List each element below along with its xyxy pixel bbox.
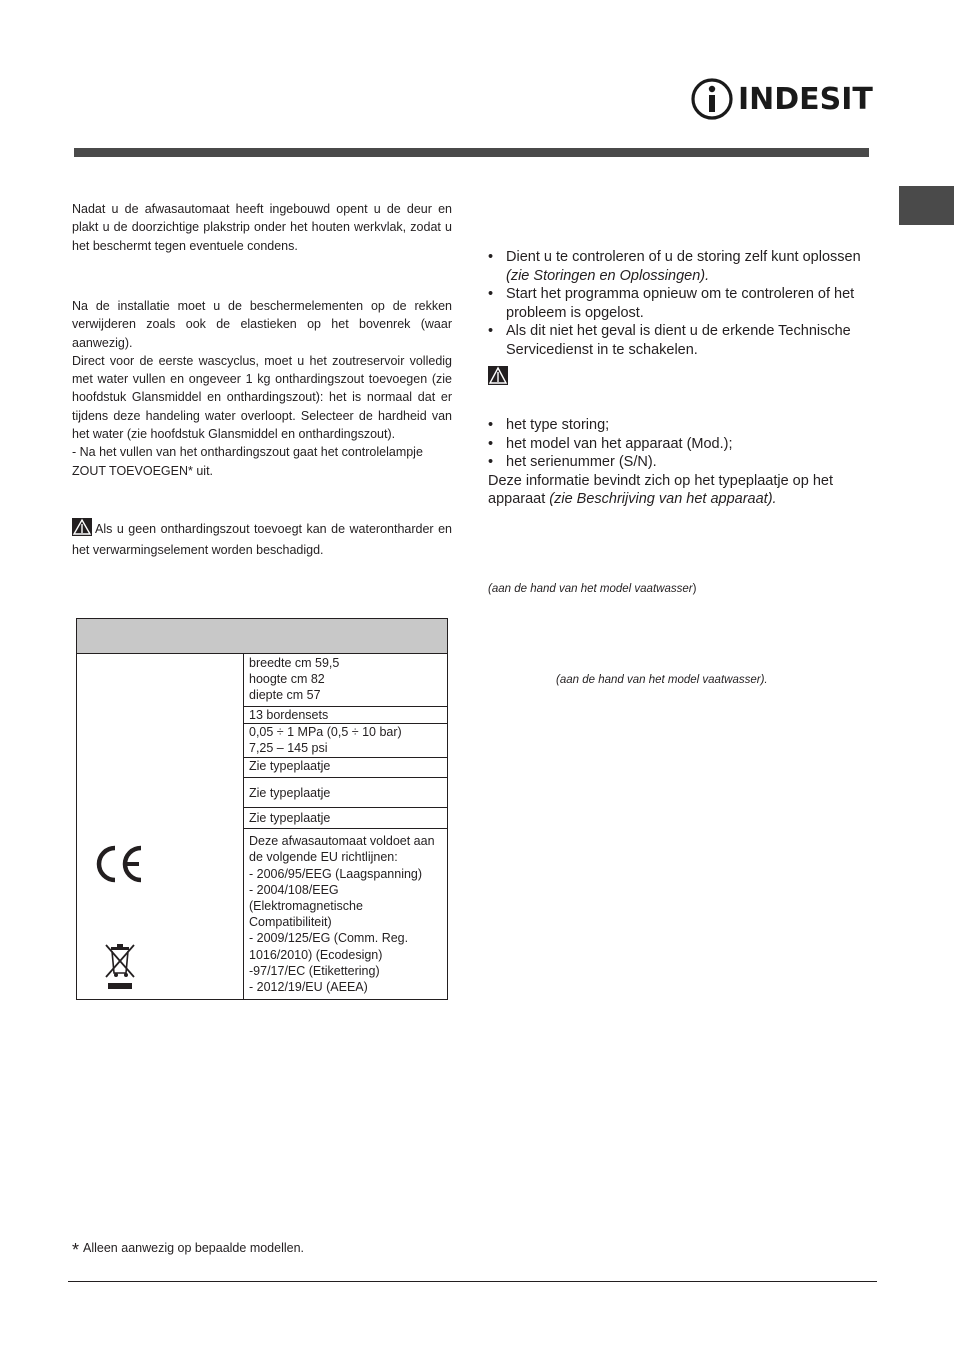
list-item: • het serienummer (S/N).: [488, 453, 868, 472]
fuse-value: Zie typeplaatje: [244, 808, 448, 829]
directive-weee: - 2012/19/EU (AEEA): [249, 980, 368, 995]
pressure-psi: 7,25 – 145 psi: [249, 741, 328, 756]
technical-data-table: [76, 618, 448, 1000]
directive-low-voltage: - 2006/95/EEG (Laagspanning): [249, 866, 423, 881]
table-row: [77, 723, 448, 757]
footer-rule: [68, 1281, 877, 1282]
table-row: [77, 808, 448, 829]
service-warning-icon: [488, 366, 508, 390]
model-note-2: (aan de hand van het model vaatwasser).: [556, 674, 768, 686]
table-row: [77, 706, 448, 723]
list-item: • het type storing;: [488, 416, 868, 435]
header-bar: [74, 148, 869, 157]
service-info-section: [488, 416, 868, 509]
footnote: [72, 1240, 304, 1261]
paragraph-condens: Nadat u de afwasautomaat heeft ingebouwd opent u de deur en plakt u de doorzichtige plakstrip onder het houten werkvlak, zodat u het beschermt tegen eventuele condens.: [72, 202, 452, 253]
ce-mark-icon: [95, 845, 145, 883]
check-list: [488, 248, 868, 359]
paragraph-protection: Na de installatie moet u de beschermelementen op de rekken verwijderen zoals ook de elastieken op het bovenrek (waar aanwezig).: [72, 299, 452, 350]
intro-section: [72, 200, 452, 255]
list-item: • Start het programma opnieuw om te controleren of het probleem is opgelost.: [488, 285, 868, 322]
paragraph-salt: Direct voor de eerste wascyclus, moet u het zoutreservoir volledig met water vullen en ongeveer 1 kg onthardingszout toevoegen (zie hoofdstuk Glansmiddel en onthardingszout): het is normaal dat er tijdens deze handeling water overloopt. Selecteer de hardheid van het water (zie hoofdstuk Glansmiddel en onthardingszout).: [72, 353, 452, 442]
brand-name: INDESIT: [738, 82, 873, 117]
model-note-1: (aan de hand van het model vaatwasser): [488, 583, 697, 595]
weee-bin-icon: [102, 941, 138, 993]
table-row: [77, 758, 448, 778]
dimension-height: hoogte cm 82: [249, 672, 325, 687]
table-row: [77, 654, 448, 707]
warning-icon: [72, 518, 92, 541]
directives-cell: [244, 829, 448, 1000]
paragraph-salt-light: - Na het vullen van het onthardingszout gaat het controlelampje ZOUT TOEVOEGEN* uit.: [72, 445, 423, 478]
directive-labelling: -97/17/EC (Etikettering): [249, 963, 380, 978]
table-header: [77, 619, 448, 654]
directive-emc: - 2004/108/EEG (Elektromagnetische Compatibiliteit): [249, 882, 363, 930]
info-list: [488, 416, 868, 472]
indesit-logo: [690, 76, 873, 122]
voltage-value: Zie typeplaatje: [244, 758, 448, 778]
language-tab: [899, 186, 954, 225]
list-item: • Als dit niet het geval is dient u de erkende Technische Servicedienst in te schakelen.: [488, 322, 868, 359]
first-use-section: [72, 297, 452, 480]
service-section: [488, 248, 868, 359]
directive-ecodesign: - 2009/125/EG (Comm. Reg. 1016/2010) (Ecodesign): [249, 931, 409, 962]
salt-warning: [72, 518, 452, 560]
power-value: Zie typeplaatje: [244, 778, 448, 808]
footnote-star: *: [72, 1240, 80, 1260]
warning-text: Als u geen onthardingszout toevoegt kan de waterontharder en het verwarmingselement worden beschadigd.: [72, 522, 452, 558]
dimension-depth: diepte cm 57: [249, 688, 321, 703]
info-paragraph: Deze informatie bevindt zich op het typeplaatje op het apparaat (zie Beschrijving van het apparaat).: [488, 472, 833, 507]
list-item: • Dient u te controleren of u de storing zelf kunt oplossen (zie Storingen en Oplossingen).: [488, 248, 868, 285]
indesit-i-icon: [690, 76, 734, 122]
directives-intro: Deze afwasautomaat voldoet aan de volgende EU richtlijnen:: [249, 834, 435, 865]
dimension-width: breedte cm 59,5: [249, 656, 340, 670]
list-item: • het model van het apparaat (Mod.);: [488, 435, 868, 454]
capacity-value: 13 bordensets: [244, 706, 448, 723]
footnote-text: Alleen aanwezig op bepaalde modellen.: [83, 1241, 305, 1255]
pressure-mpa: 0,05 ÷ 1 MPa (0,5 ÷ 10 bar): [249, 724, 402, 739]
table-row: [77, 778, 448, 808]
table-row: [77, 829, 448, 1000]
